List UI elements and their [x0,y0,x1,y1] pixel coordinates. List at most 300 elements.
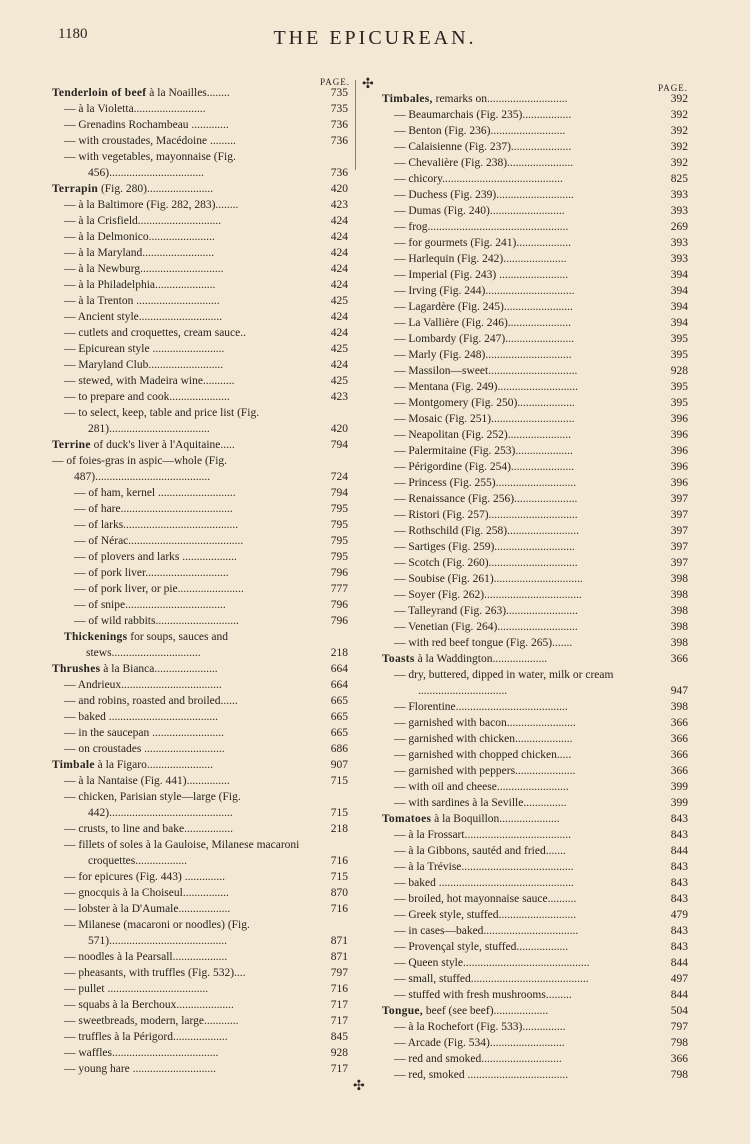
entry-page-number: 397 [670,557,688,569]
entry-text: — with red beef tongue (Fig. 265)....... [394,637,573,649]
index-entry [52,245,348,261]
entry-text: — garnished with chicken.................... [394,733,573,745]
entry-page-number: 871 [330,935,348,947]
entry-text: — Queen style............................................ [394,957,590,969]
entry-page-number: 504 [670,1005,688,1017]
index-entry [52,309,348,325]
entry-text: — à la Newburg............................. [64,263,224,275]
entry-page-number: 497 [670,973,688,985]
index-entry [52,341,348,357]
entry-page-number: 795 [330,551,348,563]
index-entry [382,411,688,427]
entry-text: — Benton (Fig. 236).......................... [394,125,566,137]
entry-text: — Andrieux................................... [64,679,222,691]
running-title: THE EPICUREAN. [273,27,477,49]
entry-text: — broiled, hot mayonnaise sauce.......... [394,893,577,905]
entry-page-number: 716 [330,855,348,867]
index-entry [52,373,348,389]
index-entry [382,251,688,267]
entry-text: beef (see beef)................... [423,1005,549,1017]
index-entry [52,757,348,773]
entry-text: — Arcade (Fig. 534).......................... [394,1037,565,1049]
entry-page-number: 798 [670,1069,688,1081]
entry-text: — small, stuffed......................................... [394,973,589,985]
entry-text: — Rothschild (Fig. 258)......................... [394,525,579,537]
index-entry [382,427,688,443]
entry-text: — of larks........................................ [74,519,239,531]
entry-page-number: 716 [330,983,348,995]
entry-text: — sweetbreads, modern, large............ [64,1015,239,1027]
index-entry [382,635,688,651]
index-entry [52,885,348,901]
index-entry [52,693,348,709]
index-entry [52,437,348,453]
entry-text: — Mosaic (Fig. 251)............................. [394,413,575,425]
entry-text: — La Vallière (Fig. 246)...................... [394,317,572,329]
entry-text: — Marly (Fig. 248).............................. [394,349,572,361]
entry-text: — Soubise (Fig. 261)............................... [394,573,583,585]
index-entry [52,117,348,133]
entry-page-number: 928 [670,365,688,377]
entry-page-number: 425 [330,343,348,355]
index-entry [52,981,348,997]
index-entry [52,533,348,549]
entry-page-number: 825 [670,173,688,185]
entry-heading: Thrushes [52,663,101,675]
index-entry [382,235,688,251]
entry-page-number: 218 [330,647,348,659]
entry-text: — à la Frossart..................................... [394,829,571,841]
index-entry [382,667,688,699]
entry-text: — Palermitaine (Fig. 253).................... [394,445,573,457]
entry-heading: Terrapin [52,183,99,195]
entry-page-number: 736 [330,167,348,179]
entry-page-number: 396 [670,477,688,489]
entry-text: — stuffed with fresh mushrooms......... [394,989,572,1001]
entry-list-right [382,91,688,1083]
entry-page-number: 366 [670,749,688,761]
entry-page-number: 736 [330,135,348,147]
index-entry [52,357,348,373]
index-entry [382,459,688,475]
entry-text: remarks on............................ [432,93,568,105]
entry-page-number: 366 [670,765,688,777]
entry-page-number: 398 [670,701,688,713]
index-entry [52,613,348,629]
entry-text: — to prepare and cook..................... [64,391,230,403]
entry-page-number: 397 [670,541,688,553]
entry-text: — Irving (Fig. 244)............................... [394,285,575,297]
entry-text: — Montgomery (Fig. 250).................... [394,397,575,409]
entry-page-number: 423 [330,391,348,403]
index-entry [382,859,688,875]
index-entry [382,187,688,203]
entry-page-number: 394 [670,301,688,313]
entry-page-number: 392 [670,157,688,169]
index-entry [52,709,348,725]
entry-text: — à la Delmonico....................... [64,231,215,243]
index-entry [52,725,348,741]
entry-text: — Neapolitan (Fig. 252)...................... [394,429,571,441]
index-entry [52,997,348,1013]
entry-page-number: 686 [330,743,348,755]
entry-text: — Beaumarchais (Fig. 235)................. [394,109,572,121]
entry-text: — in cases—baked................................. [394,925,579,937]
entry-page-number: 424 [330,231,348,243]
entry-text: à la Bianca...................... [100,663,218,675]
entry-text: — gnocquis à la Choiseul................ [64,887,229,899]
entry-text: — fillets of soles à la Gauloise, Milanese macaroni croquettes.................. [64,839,300,867]
entry-text: — Lombardy (Fig. 247)........................ [394,333,575,345]
index-entry [52,869,348,885]
entry-text: — with oil and cheese......................... [394,781,569,793]
index-entry [52,549,348,565]
entry-page-number: 399 [670,797,688,809]
entry-page-number: 395 [670,333,688,345]
entry-page-number: 424 [330,359,348,371]
entry-page-number: 366 [670,717,688,729]
entry-text: — of pork liver............................. [74,567,229,579]
index-entry [382,475,688,491]
entry-page-number: 269 [670,221,688,233]
entry-page-number: 399 [670,781,688,793]
entry-page-number: 843 [670,877,688,889]
index-entry [382,107,688,123]
entry-heading: Timbale [52,759,95,771]
entry-text: — Maryland Club.......................... [64,359,224,371]
entry-page-number: 398 [670,589,688,601]
entry-text: — Florentine....................................... [394,701,568,713]
entry-page-number: 396 [670,429,688,441]
entry-page-number: 665 [330,711,348,723]
entry-page-number: 396 [670,445,688,457]
entry-text: — Duchess (Fig. 239)........................... [394,189,574,201]
ornament-bottom: ✣ [353,1079,365,1094]
entry-text: — à la Trévise....................................... [394,861,574,873]
entry-page-number: 717 [330,999,348,1011]
index-entry [382,571,688,587]
index-entry [52,149,348,181]
index-entry [382,891,688,907]
entry-text: — of wild rabbits............................. [74,615,239,627]
entry-page-number: 392 [670,109,688,121]
index-entry [382,331,688,347]
index-entry [382,827,688,843]
entry-page-number: 393 [670,189,688,201]
index-entry [382,699,688,715]
entry-page-number: 397 [670,493,688,505]
entry-page-number: 396 [670,413,688,425]
index-entry [52,485,348,501]
index-entry [52,293,348,309]
entry-page-number: 424 [330,215,348,227]
entry-page-number: 394 [670,317,688,329]
entry-text: — in the saucepan ......................... [64,727,225,739]
entry-page-number: 398 [670,621,688,633]
index-entry [52,565,348,581]
index-entry [52,229,348,245]
entry-text: — red and smoked............................ [394,1053,562,1065]
entry-text: à la Noailles........ [146,87,230,99]
entry-list-left [52,85,348,1077]
index-entry [382,507,688,523]
entry-page-number: 716 [330,903,348,915]
entry-page-number: 797 [330,967,348,979]
entry-text: — à la Baltimore (Fig. 282, 283)........ [64,199,239,211]
entry-page-number: 717 [330,1063,348,1075]
entry-text: — for epicures (Fig. 443) .............. [64,871,225,883]
entry-text: — Grenadins Rochambeau ............. [64,119,229,131]
entry-page-number: 715 [330,807,348,819]
index-entry [52,1061,348,1077]
index-entry [382,907,688,923]
entry-page-number: 392 [670,93,688,105]
entry-page-number: 843 [670,813,688,825]
index-entry [52,949,348,965]
entry-text: — red, smoked ................................... [394,1069,569,1081]
index-entry [382,315,688,331]
entry-page-number: 795 [330,503,348,515]
index-entry [382,539,688,555]
index-entry [52,629,348,661]
entry-page-number: 424 [330,327,348,339]
index-entry [52,501,348,517]
entry-page-number: 366 [670,1053,688,1065]
entry-page-number: 424 [330,279,348,291]
entry-page-number: 393 [670,253,688,265]
index-entry [52,581,348,597]
entry-page-number: 397 [670,525,688,537]
entry-page-number: 424 [330,311,348,323]
index-entry [382,347,688,363]
index-entry [52,661,348,677]
entry-page-number: 794 [330,487,348,499]
entry-page-number: 735 [330,87,348,99]
entry-text: — to select, keep, table and price list (Fig. 281)................................... [64,407,260,435]
entry-text: — à la Philadelphia..................... [64,279,216,291]
entry-text: — à la Crisfield............................. [64,215,222,227]
entry-text: — of snipe................................... [74,599,226,611]
entry-page-number: 420 [330,183,348,195]
index-entry [52,197,348,213]
index-entry [382,139,688,155]
entry-page-number: 393 [670,205,688,217]
entry-text: — with vegetables, mayonnaise (Fig. 456)................................. [64,151,236,179]
entry-text: — à la Maryland......................... [64,247,215,259]
index-entry [382,811,688,827]
entry-page-number: 425 [330,295,348,307]
index-entry [382,843,688,859]
entry-heading: Tenderloin of beef [52,87,147,99]
entry-page-number: 845 [330,1031,348,1043]
entry-page-number: 397 [670,509,688,521]
index-entry [382,747,688,763]
entry-text: — of plovers and larks ................... [74,551,237,563]
entry-page-number: 423 [330,199,348,211]
entry-page-number: 393 [670,237,688,249]
index-entry [382,91,688,107]
index-entry [382,443,688,459]
index-entry [52,1045,348,1061]
entry-page-number: 843 [670,925,688,937]
entry-text: — Soyer (Fig. 262).................................. [394,589,582,601]
entry-page-number: 366 [670,653,688,665]
entry-page-number: 424 [330,247,348,259]
entry-text: — of Nérac........................................ [74,535,244,547]
index-entry [382,955,688,971]
entry-text: — squabs à la Berchoux.................... [64,999,234,1011]
entry-page-number: 396 [670,461,688,473]
entry-text: — Mentana (Fig. 249)............................ [394,381,578,393]
entry-text: — truffles à la Périgord................... [64,1031,228,1043]
entry-text: — frog................................................. [394,221,569,233]
entry-text: — chicory.......................................... [394,173,563,185]
index-entry [52,133,348,149]
index-entry [52,917,348,949]
entry-text: (Fig. 280)....................... [98,183,214,195]
entry-page-number: 843 [670,829,688,841]
entry-page-number: 394 [670,285,688,297]
index-entry [382,155,688,171]
index-entry [52,517,348,533]
entry-heading: Tomatoes [382,813,432,825]
entry-text: — young hare ............................. [64,1063,217,1075]
entry-text: — à la Trenton ............................. [64,295,220,307]
entry-text: — Milanese (macaroni or noodles) (Fig. 571)......................................... [64,919,250,947]
entry-text: — Massilon—sweet............................... [394,365,578,377]
index-entry [382,267,688,283]
index-entry [382,971,688,987]
index-entry [52,181,348,197]
index-entry [382,395,688,411]
entry-text: — Renaissance (Fig. 256)...................... [394,493,578,505]
entry-text: — Périgordine (Fig. 254)...................... [394,461,575,473]
index-entry [52,597,348,613]
entry-page-number: 796 [330,567,348,579]
entry-text: — Harlequin (Fig. 242)...................... [394,253,567,265]
index-entry [52,773,348,789]
entry-text: — garnished with bacon........................ [394,717,576,729]
index-entry [52,101,348,117]
entry-text: — for gourmets (Fig. 241)................... [394,237,571,249]
entry-page-number: 795 [330,519,348,531]
index-entry [382,795,688,811]
entry-page-number: 907 [330,759,348,771]
entry-text: for soups, sauces and stews............................... [86,631,228,659]
entry-text: — Ancient style............................. [64,311,223,323]
entry-page-number: 795 [330,535,348,547]
entry-text: — à la Nantaise (Fig. 441)............... [64,775,230,787]
entry-text: — Chevalière (Fig. 238)....................... [394,157,574,169]
index-entry [52,277,348,293]
entry-page-number: 736 [330,119,348,131]
index-entry [382,987,688,1003]
entry-text: — garnished with chopped chicken..... [394,749,572,761]
index-entry [52,837,348,869]
entry-heading: Toasts [382,653,415,665]
index-entry [382,779,688,795]
index-entry [382,603,688,619]
index-entry [382,123,688,139]
entry-text: — Venetian (Fig. 264)............................ [394,621,578,633]
index-entry [382,283,688,299]
entry-heading: Terrine [52,439,91,451]
entry-page-number: 395 [670,381,688,393]
index-entry [382,379,688,395]
index-entry [382,587,688,603]
entry-heading: Tongue, [382,1005,423,1017]
entry-page-number: 797 [670,1021,688,1033]
entry-text: — à la Rochefort (Fig. 533)............... [394,1021,566,1033]
page-number: 1180 [58,26,88,42]
entry-text: — waffles..................................... [64,1047,219,1059]
entry-page-number: 392 [670,141,688,153]
index-entry [382,299,688,315]
index-entry [382,1019,688,1035]
entry-page-number: 395 [670,349,688,361]
entry-page-number: 844 [670,845,688,857]
entry-page-number: 425 [330,375,348,387]
entry-page-number: 844 [670,989,688,1001]
index-entry [52,405,348,437]
entry-page-number: 735 [330,103,348,115]
entry-page-number: 665 [330,727,348,739]
index-entry [382,923,688,939]
entry-text: — cutlets and croquettes, cream sauce.. [64,327,247,339]
entry-text: — à la Gibbons, sautéd and fried....... [394,845,566,857]
index-entry [52,789,348,821]
entry-page-number: 798 [670,1037,688,1049]
column-divider [355,80,356,170]
entry-text: à la Boquillon..................... [431,813,560,825]
entry-text: — Scotch (Fig. 260)............................... [394,557,578,569]
index-entry [382,203,688,219]
entry-text: — Epicurean style ......................... [64,343,225,355]
entry-text: — Imperial (Fig. 243) ........................ [394,269,569,281]
entry-text: — Lagardère (Fig. 245)........................ [394,301,573,313]
entry-text: — on croustades ............................ [64,743,225,755]
index-entry [382,731,688,747]
entry-page-number: 843 [670,893,688,905]
index-entry [52,85,348,101]
entry-text: — Princess (Fig. 255)............................ [394,477,577,489]
entry-text: — baked ...................................... [64,711,218,723]
entry-page-number: 664 [330,679,348,691]
entry-page-number: 664 [330,663,348,675]
entry-text: — Talleyrand (Fig. 263)......................... [394,605,578,617]
index-entry [382,171,688,187]
entry-text: — noodles à la Pearsall................... [64,951,228,963]
entry-text: — dry, buttered, dipped in water, milk or cream ............................... [394,669,614,697]
entry-page-number: 420 [330,423,348,435]
index-entry [382,1051,688,1067]
entry-page-number: 394 [670,269,688,281]
entry-text: — pheasants, with truffles (Fig. 532).... [64,967,246,979]
entry-text: — garnished with peppers..................... [394,765,576,777]
index-entry [382,219,688,235]
index-entry [382,939,688,955]
index-entry [52,261,348,277]
entry-page-number: 928 [330,1047,348,1059]
index-entry [52,325,348,341]
index-entry [52,741,348,757]
index-entry [382,651,688,667]
entry-text: — lobster à la D'Aumale.................. [64,903,231,915]
entry-text: — Calaisienne (Fig. 237)..................... [394,141,572,153]
page-header [0,24,750,54]
index-entry [52,1029,348,1045]
index-entry [52,901,348,917]
